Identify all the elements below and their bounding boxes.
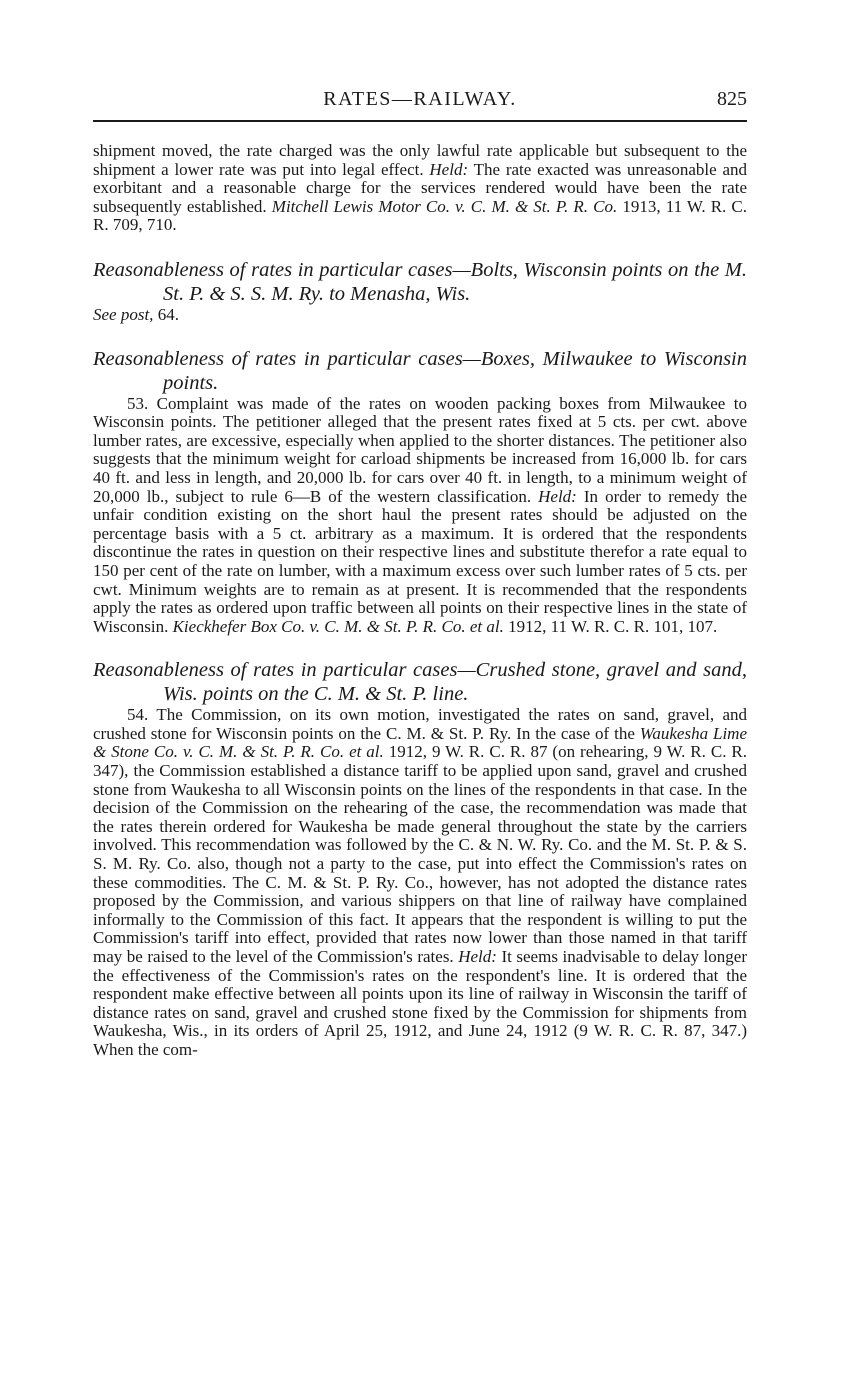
see-label: See post, [93,304,154,324]
see-reference [93,306,747,325]
running-head: RATES—RAILWAY. [323,88,517,110]
page-header [93,84,747,118]
case-citation: Mitchell Lewis Motor Co. v. C. M. & St. P. R. Co. [271,196,618,216]
header-rule [93,120,747,122]
continued-paragraph [93,142,747,235]
p54-text-c: It seems inadvisable to delay longer the effectiveness of the Commission's rates on the respondent's line. It is ordered that the respondent make effective between all points upon its line of railway in Wisconsin the tariff of distance rates on sand, gravel and crushed stone fixed by the Commission for shipments from Waukesha, Wis., in its orders of April 25, 1912, and June 24, 1912 (9 W. R. C. R. 87, 347.) When the com- [93,947,747,1059]
p53-text-c: 1912, 11 W. R. C. R. 101, 107. [503,616,718,636]
see-ref: 64. [153,304,179,324]
p53-text-a: 53. Complaint was made of the rates on wooden packing boxes from Milwaukee to Wisconsin points. The petitioner alleged that the present rates fixed at 5 cts. per cwt. above lumber rates, are excessive, especially when applied to the shorter distances. The petitioner also suggests that the minimum weight for carload shipments be increased from 16,000 lb. for cars 40 ft. and less in length, and 20,000 lb. for cars over 40 ft. in length, to a minimum weight of 20,000 lb., subject to rule 6—B of the western classification. [93,393,747,506]
held-label: Held: [538,486,577,506]
section-heading-crushed-stone: Reasonableness of rates in particular cases—Crushed stone, gravel and sand, Wis. points on the C. M. & St. P. line. [93,659,747,706]
held-label: Held: [458,947,497,966]
case-citation: Waukesha Lime & Stone Co. v. C. M. & St. P. R. Co. et al. [93,723,747,762]
continued-text-a: shipment moved, the rate charged was the only lawful rate applicable but subsequent to the shipment a lower rate was put into legal effect. [93,141,747,179]
book-page [93,84,747,1060]
continued-text-b: The rate exacted was unreasonable and exorbitant and a reasonable charge for the services rendered would have been the rate subsequently established. [93,159,748,216]
paragraph-54 [93,706,747,1059]
case-citation: Kieckhefer Box Co. v. C. M. & St. P. R. Co. et al. [172,616,504,636]
section-heading-bolts: Reasonableness of rates in particular cases—Bolts, Wisconsin points on the M. St. P. & S. S. M. Ry. to Menasha, Wis. [93,258,747,305]
p54-text-b: 1912, 9 W. R. C. R. 87 (on rehearing, 9 W. R. C. R. 347), the Commission established a distance tariff to be applied upon sand, gravel and crushed stone from Waukesha to all Wisconsin points on the lines of the respondents in that case. In the decision of the Commission on the rehearing of the case, the recommendation was made that the rates therein ordered for Waukesha be made general throughout the state by the carriers involved. This recommendation was followed by the C. & N. W. Ry. Co. and the M. St. P. & S. S. M. Ry. Co. also, though not a party to the case, put into effect the Commission's rates on these commodities. The C. M. & St. P. Ry. Co., however, has not adopted the distance rates proposed by the Commission, and various shippers on that line of railway have complained informally to the Commission of this fact. It appears that the respondent is willing to put the Commission's tariff into effect, provided that rates now lower than those named in that tariff may be raised to the level of the Commission's rates. [93,742,747,966]
paragraph-53 [93,395,747,637]
p54-text-a: 54. The Commission, on its own motion, investigated the rates on sand, gravel, and crushed stone for Wisconsin points on the C. M. & St. P. Ry. In the case of the [93,705,747,743]
p53-text-b: In order to remedy the unfair condition existing on the short haul the present rates should be adjusted on the percentage basis with a 5 ct. arbitrary as a maximum. It is ordered that the respondents discontinue the rates in question on their respective lines and substitute therefor a rate equal to 150 per cent of the rate on lumber, with a maximum excess over such lumber rates of 5 cts. per cwt. Minimum weights are to remain as at present. It is recommended that the respondents apply the rates as ordered upon traffic between all points on their respective lines in the state of Wisconsin. [93,486,747,636]
section-heading-boxes: Reasonableness of rates in particular cases—Boxes, Milwaukee to Wisconsin points. [93,347,747,394]
held-label: Held: [429,159,469,179]
page-number: 825 [717,88,747,110]
continued-text-c: 1913, 11 W. R. C. R. 709, 710. [93,196,747,235]
